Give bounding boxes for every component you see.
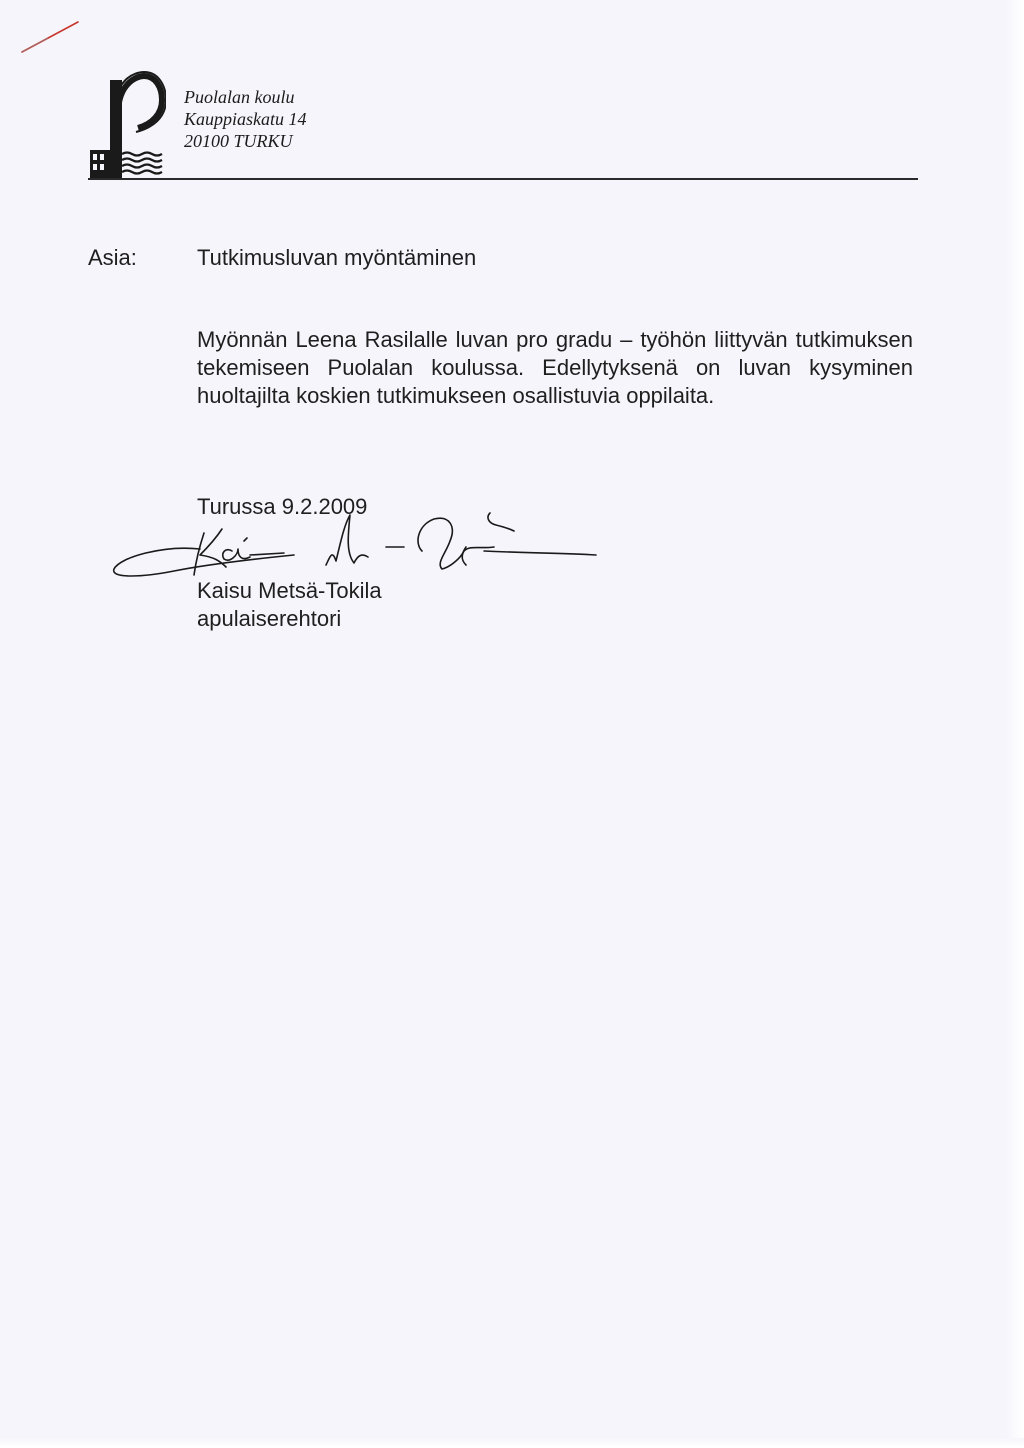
- signer-title: apulaiserehtori: [197, 606, 342, 631]
- street-address: Kauppiaskatu 14: [184, 109, 307, 129]
- scan-edge-right: [1006, 0, 1024, 1448]
- puolalan-koulu-p-logo-icon: [84, 70, 166, 184]
- postal-city: 20100 TURKU: [184, 131, 293, 151]
- school-name: Puolalan koulu: [184, 87, 295, 107]
- subject-value: Tutkimusluvan myöntäminen: [197, 245, 477, 270]
- subject-label: Asia:: [88, 245, 137, 270]
- scan-edge-bottom: [0, 1438, 1024, 1448]
- red-pen-mark-icon: [18, 16, 82, 56]
- signer-name: Kaisu Metsä-Tokila: [197, 578, 382, 603]
- letterhead-address: [184, 86, 307, 152]
- letterhead-divider: [88, 178, 918, 180]
- place-date: Turussa 9.2.2009: [197, 494, 368, 519]
- body-paragraph: Myönnän Leena Rasilalle luvan pro gradu – työhön liittyvän tutkimuksen tekemiseen Puolalan koulussa. Edellytyksenä on luvan kysyminen huoltajilta koskien tutkimukseen osallistuvia oppilaita.: [197, 327, 913, 408]
